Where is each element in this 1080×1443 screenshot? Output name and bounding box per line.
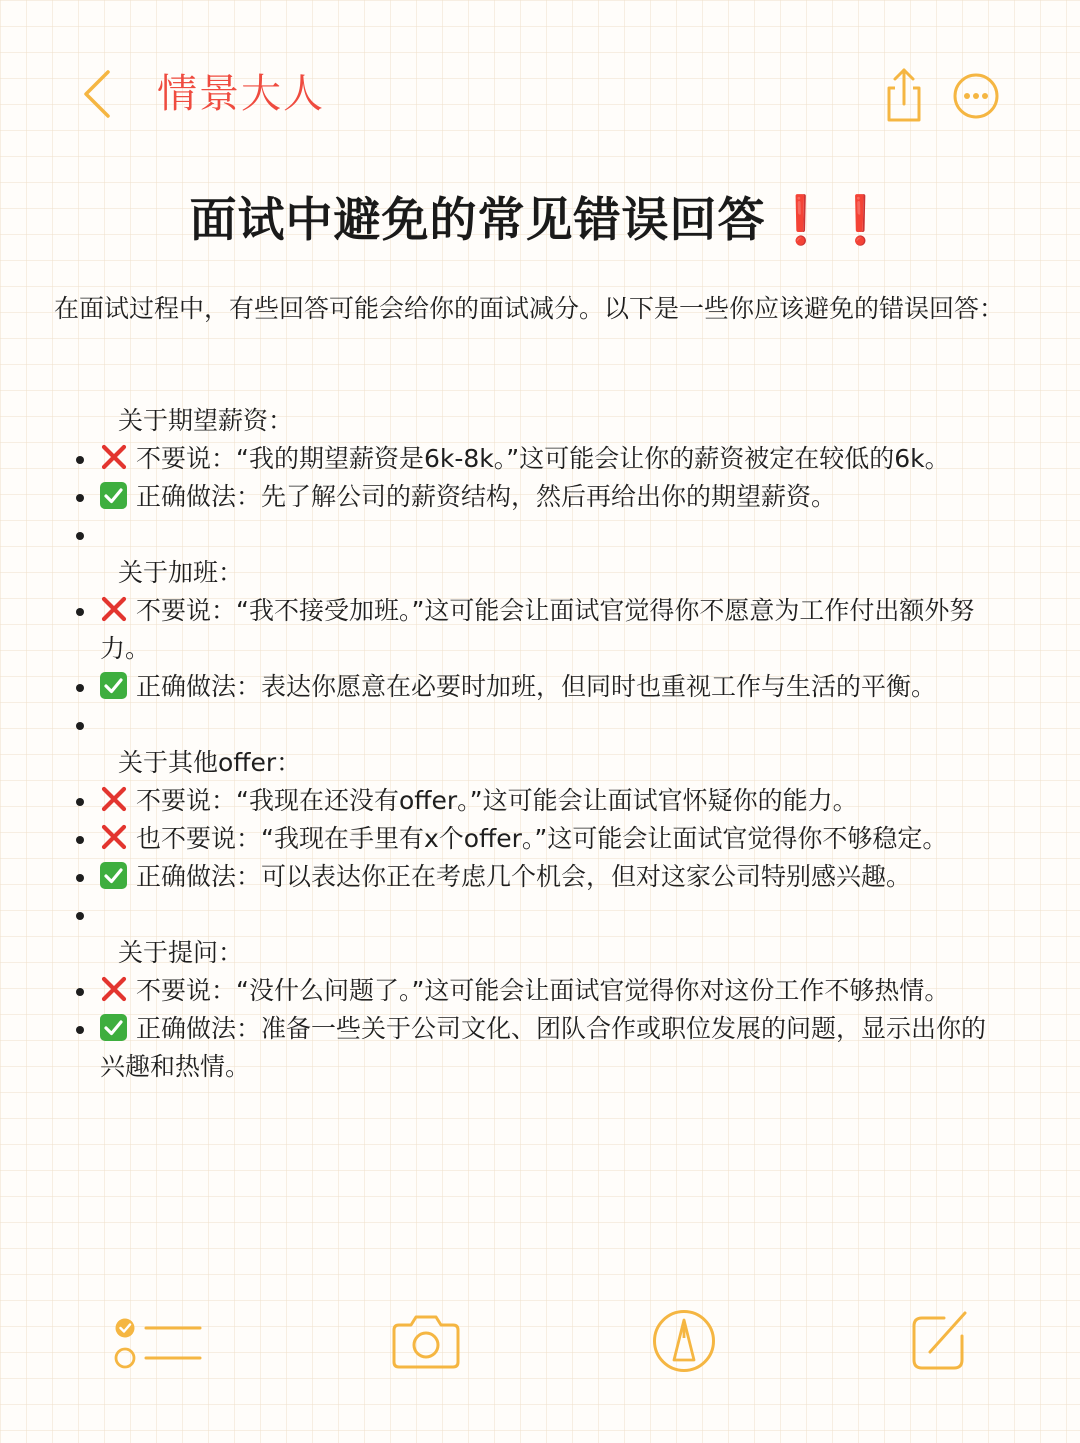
share-button[interactable] bbox=[880, 66, 928, 124]
empty-list-item bbox=[0, 706, 995, 744]
more-horizontal-icon bbox=[952, 72, 1000, 120]
back-button[interactable] bbox=[78, 66, 118, 122]
note-title-text: 面试中避免的常见错误回答 bbox=[189, 193, 766, 248]
list-item-text: 也不要说：“我现在手里有x个offer。”这可能会让面试官觉得你不够稳定。 bbox=[136, 824, 948, 853]
list-item bbox=[0, 1010, 995, 1086]
cross-mark-icon bbox=[100, 785, 128, 813]
bottom-toolbar bbox=[0, 1300, 1080, 1390]
cross-mark-icon bbox=[100, 975, 128, 1003]
list-item-text: 正确做法：准备一些关于公司文化、团队合作或职位发展的问题，显示出你的兴趣和热情。 bbox=[100, 1014, 987, 1081]
compose-icon bbox=[910, 1308, 970, 1372]
markup-pen-icon bbox=[651, 1308, 717, 1374]
note-header bbox=[0, 0, 1080, 180]
app-title[interactable]: 情景大人 bbox=[157, 71, 325, 117]
markup-button[interactable] bbox=[651, 1308, 717, 1374]
share-icon bbox=[880, 66, 928, 124]
list-item bbox=[0, 478, 995, 516]
section-heading: 关于加班： bbox=[118, 558, 244, 587]
camera-icon bbox=[388, 1312, 464, 1374]
check-mark-icon bbox=[100, 482, 127, 509]
note-title bbox=[0, 186, 1080, 256]
chevron-left-icon bbox=[78, 66, 118, 122]
list-item-text: 正确做法：先了解公司的薪资结构，然后再给出你的期望薪资。 bbox=[136, 482, 837, 511]
list-item-text: 不要说：“没什么问题了。”这可能会让面试官觉得你对这份工作不够热情。 bbox=[136, 976, 950, 1005]
list-item-text: 正确做法：表达你愿意在必要时加班，但同时也重视工作与生活的平衡。 bbox=[136, 672, 937, 701]
exclamation-marks: ❗❗ bbox=[771, 193, 891, 248]
section-heading: 关于提问： bbox=[118, 938, 244, 967]
list-item-text: 不要说：“我不接受加班。”这可能会让面试官觉得你不愿意为工作付出额外努力。 bbox=[100, 596, 975, 663]
more-button[interactable] bbox=[952, 72, 1000, 120]
note-body bbox=[0, 402, 1080, 1086]
camera-button[interactable] bbox=[388, 1312, 464, 1374]
check-mark-icon bbox=[100, 672, 127, 699]
cross-mark-icon bbox=[100, 823, 128, 851]
check-mark-icon bbox=[100, 862, 127, 889]
list-item bbox=[0, 668, 995, 706]
check-mark-icon bbox=[100, 1014, 127, 1041]
empty-list-item bbox=[0, 896, 995, 934]
cross-mark-icon bbox=[100, 443, 128, 471]
list-item-text: 正确做法：可以表达你正在考虑几个机会，但对这家公司特别感兴趣。 bbox=[136, 862, 912, 891]
compose-button[interactable] bbox=[910, 1308, 970, 1372]
intro-paragraph: 在面试过程中，有些回答可能会给你的面试减分。以下是一些你应该避免的错误回答： bbox=[54, 294, 1005, 323]
list-item bbox=[0, 858, 995, 896]
cross-mark-icon bbox=[100, 595, 128, 623]
section-heading: 关于其他offer： bbox=[118, 748, 302, 777]
list-item bbox=[0, 820, 995, 858]
checklist-button[interactable] bbox=[112, 1312, 204, 1374]
list-item-text: 不要说：“我现在还没有offer。”这可能会让面试官怀疑你的能力。 bbox=[136, 786, 858, 815]
list-item-text: 不要说：“我的期望薪资是6k-8k。”这可能会让你的薪资被定在较低的6k。 bbox=[136, 444, 950, 473]
list-item bbox=[0, 592, 995, 668]
list-item bbox=[0, 782, 995, 820]
section-heading: 关于期望薪资： bbox=[118, 406, 294, 435]
list-item bbox=[0, 972, 995, 1010]
list-item bbox=[0, 440, 995, 478]
empty-list-item bbox=[0, 516, 995, 554]
checklist-icon bbox=[112, 1312, 204, 1374]
